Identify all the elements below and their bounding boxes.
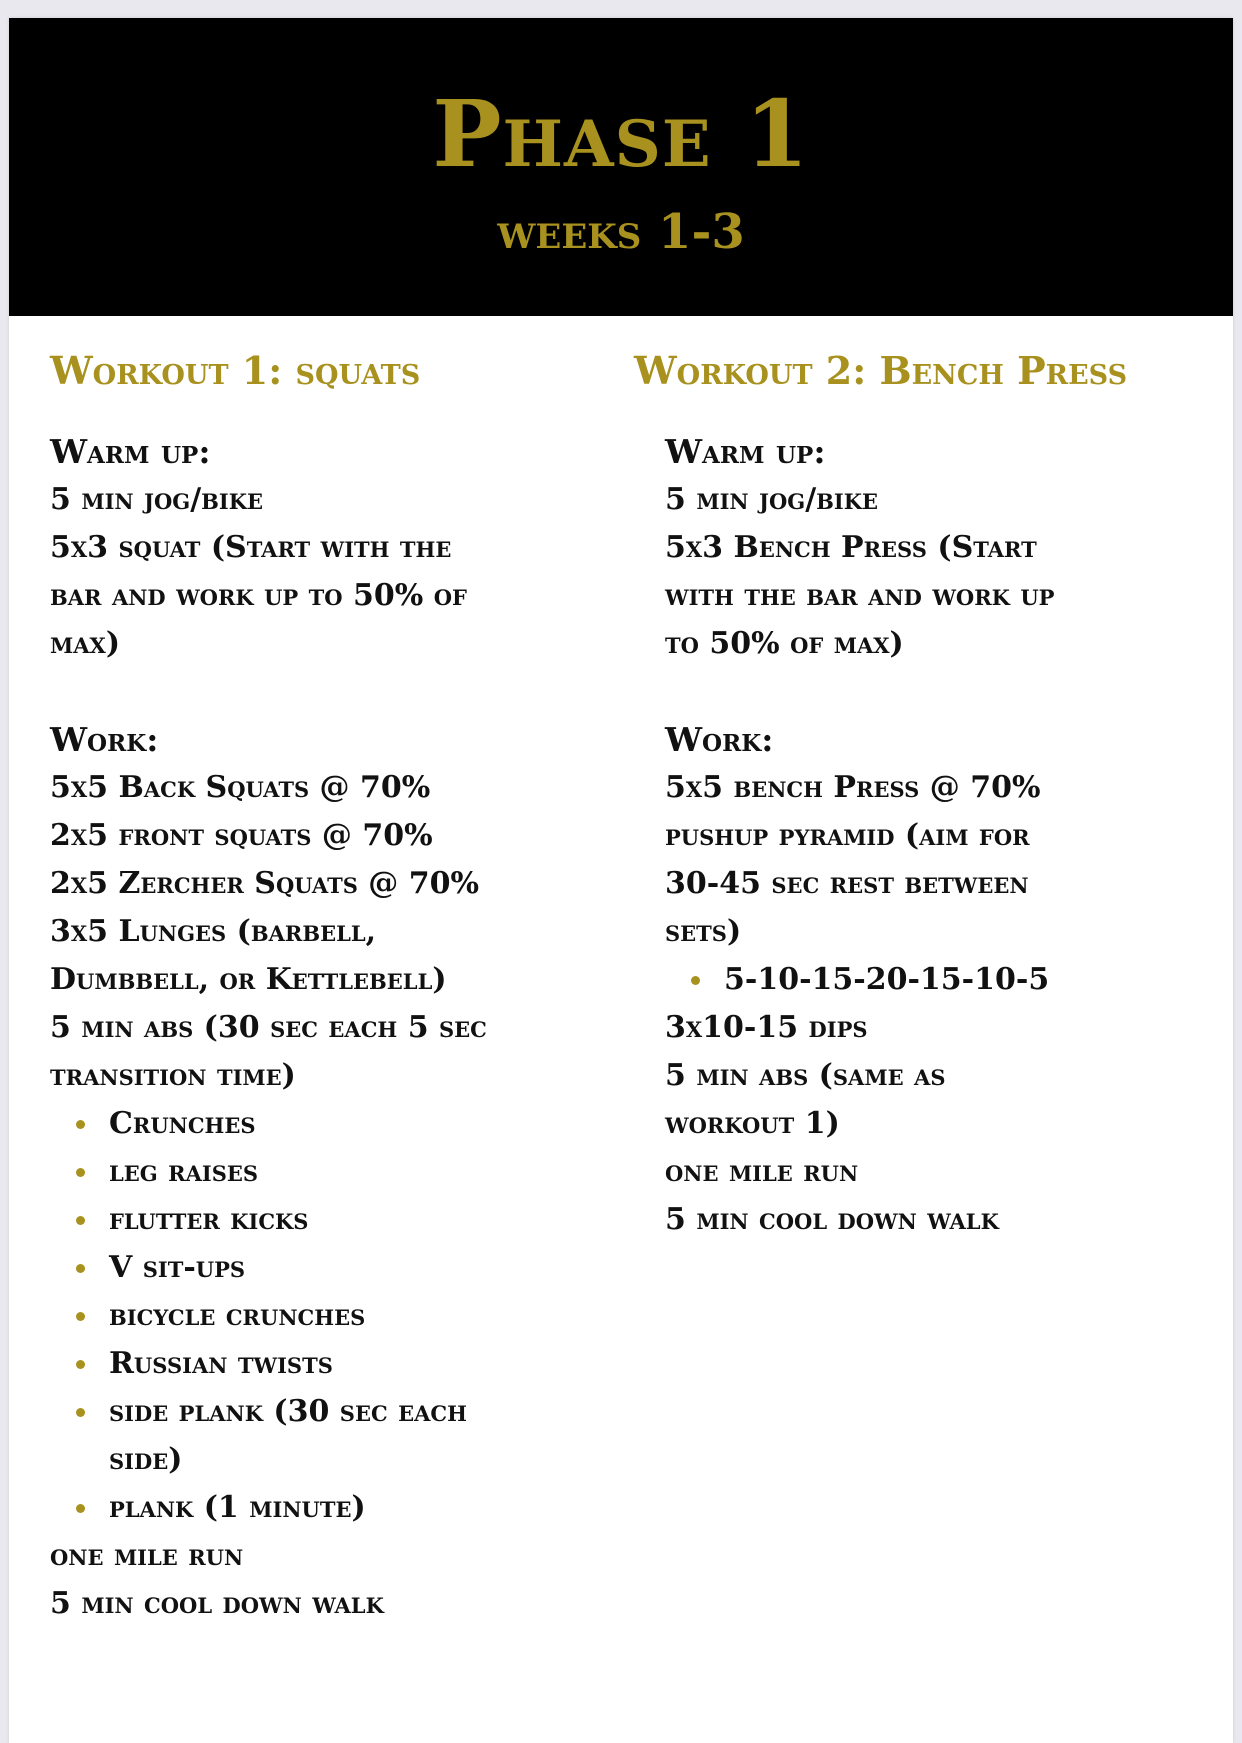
list-item (76, 1148, 580, 1196)
work-line: transition time) (50, 1057, 296, 1093)
bullet-icon (76, 1120, 85, 1129)
after-line: 5 min cool down walk (665, 1201, 999, 1237)
after-line: 5 min abs (same as (665, 1057, 946, 1093)
warmup-line: max) (50, 625, 121, 661)
finish-line: 5 min cool down walk (50, 1585, 384, 1621)
abs-item-label: Russian twists (109, 1345, 333, 1381)
list-item (76, 1196, 580, 1244)
workout-2-work (634, 716, 1224, 1244)
workout-2-warmup (634, 428, 1224, 668)
phase-subtitle: weeks 1-3 (497, 204, 745, 260)
abs-item-label: leg raises (109, 1153, 259, 1189)
list-item (76, 1388, 529, 1484)
work-line: 30-45 sec rest between (665, 865, 1029, 901)
pyramid-item-label: 5-10-15-20-15-10-5 (724, 961, 1050, 997)
workout-2-column (634, 348, 1224, 1244)
document-page (9, 18, 1233, 1743)
phase-banner (9, 18, 1233, 316)
bullet-icon (76, 1216, 85, 1225)
bullet-icon (76, 1408, 85, 1417)
warmup-line: 5x3 Bench Press (Start (665, 529, 1037, 565)
work-line: 5 min abs (30 sec each 5 sec (50, 1009, 487, 1045)
list-item (691, 956, 1224, 1004)
list-item (76, 1100, 580, 1148)
abs-list (50, 1100, 580, 1532)
warmup-line: 5 min jog/bike (50, 481, 263, 517)
after-line: 3x10-15 dips (665, 1009, 868, 1045)
workout-1-work (50, 716, 580, 1628)
work-line: 3x5 Lunges (barbell, (50, 913, 377, 949)
phase-title: Phase 1 (432, 80, 810, 188)
workout-1-title: Workout 1: squats (50, 348, 421, 393)
abs-item-label: Crunches (109, 1105, 256, 1141)
abs-item-label: side plank (30 sec each side) (109, 1393, 467, 1477)
work-heading: Work: (50, 719, 159, 759)
warmup-heading: Warm up: (665, 431, 826, 471)
warmup-line: 5 min jog/bike (665, 481, 878, 517)
workout-2-title: Workout 2: Bench Press (634, 348, 1128, 393)
work-line: 2x5 Zercher Squats @ 70% (50, 865, 480, 901)
finish-line: one mile run (50, 1537, 244, 1573)
after-line: one mile run (665, 1153, 859, 1189)
warmup-line: to 50% of max) (665, 625, 904, 661)
list-item (76, 1292, 580, 1340)
abs-item-label: bicycle crunches (109, 1297, 366, 1333)
work-heading: Work: (665, 719, 774, 759)
work-line: 2x5 front squats @ 70% (50, 817, 433, 853)
bullet-icon (76, 1504, 85, 1513)
abs-item-label: plank (1 minute) (109, 1489, 366, 1525)
work-line: pushup pyramid (aim for (665, 817, 1030, 853)
pyramid-list (665, 956, 1224, 1004)
list-item (76, 1244, 580, 1292)
workout-1-warmup (50, 428, 580, 668)
list-item (76, 1340, 580, 1388)
work-line: sets) (665, 913, 742, 949)
list-item (76, 1484, 580, 1532)
bullet-icon (76, 1168, 85, 1177)
warmup-line: bar and work up to 50% of (50, 577, 467, 613)
warmup-heading: Warm up: (50, 431, 211, 471)
after-line: workout 1) (665, 1105, 840, 1141)
work-line: 5x5 bench Press @ 70% (665, 769, 1041, 805)
abs-item-label: V sit-ups (109, 1249, 246, 1285)
warmup-line: 5x3 squat (Start with the (50, 529, 452, 565)
bullet-icon (76, 1360, 85, 1369)
warmup-line: with the bar and work up (665, 577, 1055, 613)
work-line: Dumbbell, or Kettlebell) (50, 961, 447, 997)
bullet-icon (76, 1264, 85, 1273)
work-line: 5x5 Back Squats @ 70% (50, 769, 431, 805)
abs-item-label: flutter kicks (109, 1201, 309, 1237)
workout-1-column (50, 348, 580, 1628)
bullet-icon (691, 976, 700, 985)
bullet-icon (76, 1312, 85, 1321)
